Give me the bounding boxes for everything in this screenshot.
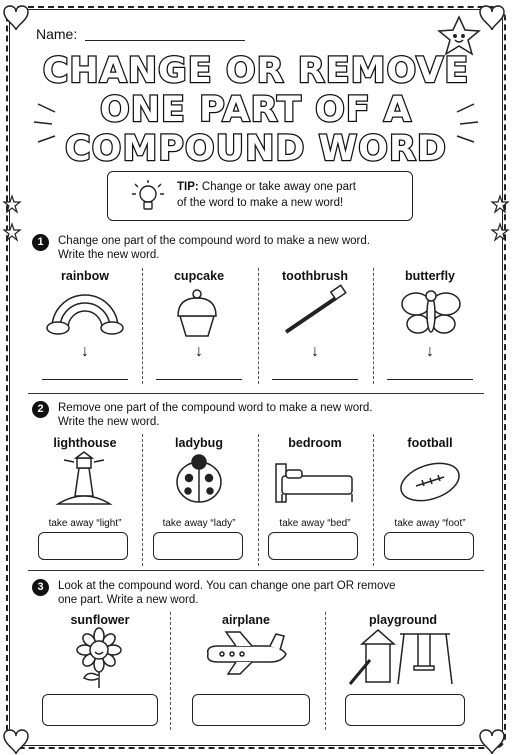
word-cupcake: cupcake <box>173 269 225 283</box>
section-3-instr-line-1: Look at the compound word. You can change one part OR remove <box>58 580 396 592</box>
section-2-instr-line-1: Remove one part of the compound word to make a new word. <box>58 402 373 414</box>
airplane-icon <box>208 632 286 674</box>
section-divider <box>28 393 484 394</box>
answer-box[interactable] <box>268 532 358 560</box>
section-3-images <box>0 626 512 690</box>
answer-box[interactable] <box>345 694 465 726</box>
word-rainbow: rainbow <box>61 269 109 283</box>
cupcake-icon <box>178 290 216 336</box>
section-3-number: 3 <box>32 579 49 596</box>
section-1-images <box>0 284 512 344</box>
section-1-instructions <box>58 234 370 262</box>
sunflower-icon <box>77 628 121 688</box>
lighthouse-icon <box>58 452 110 504</box>
word-ladybug: ladybug <box>175 436 223 450</box>
takeaway-lady: take away “lady” <box>162 518 236 529</box>
arrow-down-icon: ↓ <box>311 343 319 360</box>
section-divider <box>28 570 484 571</box>
arrow-down-icon: ↓ <box>195 343 203 360</box>
answer-line[interactable] <box>42 379 128 380</box>
takeaway-foot: take away “foot” <box>394 518 466 529</box>
tip-line-1: Change or take away one part <box>198 181 357 193</box>
playground-icon <box>350 630 452 684</box>
section-3-instr-line-2: one part. Write a new word. <box>58 594 199 606</box>
answer-box[interactable] <box>192 694 310 726</box>
section-3-instructions <box>58 579 396 607</box>
answer-box[interactable] <box>42 694 158 726</box>
answer-box[interactable] <box>153 532 243 560</box>
section-1-instr-line-2: Write the new word. <box>58 249 160 261</box>
word-butterfly: butterfly <box>405 269 455 283</box>
takeaway-bed: take away “bed” <box>279 518 351 529</box>
word-lighthouse: lighthouse <box>53 436 117 450</box>
ladybug-icon <box>177 455 221 502</box>
answer-box[interactable] <box>384 532 474 560</box>
title-line-2: ONE PART OF A <box>99 90 413 130</box>
bed-icon <box>276 464 352 502</box>
word-toothbrush: toothbrush <box>282 269 348 283</box>
answer-box[interactable] <box>38 532 128 560</box>
butterfly-icon <box>402 291 460 333</box>
rainbow-icon <box>47 295 123 334</box>
section-1-instr-line-1: Change one part of the compound word to make a new word. <box>58 235 370 247</box>
arrow-down-icon: ↓ <box>81 343 89 360</box>
name-label: Name: <box>36 26 78 42</box>
section-2-number: 2 <box>32 401 49 418</box>
lightbulb-icon <box>130 178 166 216</box>
word-bedroom: bedroom <box>288 436 342 450</box>
tip-text <box>177 179 356 211</box>
smiling-star-icon <box>439 17 479 54</box>
answer-line[interactable] <box>387 379 473 380</box>
title-line-3: COMPOUND WORD <box>65 129 447 169</box>
word-playground: playground <box>368 613 438 627</box>
section-1-number: 1 <box>32 234 49 251</box>
word-football: football <box>407 436 453 450</box>
answer-line[interactable] <box>272 379 358 380</box>
answer-line[interactable] <box>156 379 242 380</box>
title-line-1: CHANGE OR REMOVE <box>42 51 470 91</box>
word-airplane: airplane <box>222 613 270 627</box>
name-line[interactable] <box>85 40 245 41</box>
section-2-instr-line-2: Write the new word. <box>58 416 160 428</box>
toothbrush-icon <box>286 285 346 332</box>
section-2-images <box>0 450 512 510</box>
word-sunflower: sunflower <box>70 613 130 627</box>
arrow-down-icon: ↓ <box>426 343 434 360</box>
tip-label: TIP: <box>177 181 199 193</box>
tip-line-2: of the word to make a new word! <box>177 197 344 209</box>
takeaway-light: take away “light” <box>48 518 122 529</box>
football-icon <box>396 457 464 508</box>
section-2-instructions <box>58 401 373 429</box>
